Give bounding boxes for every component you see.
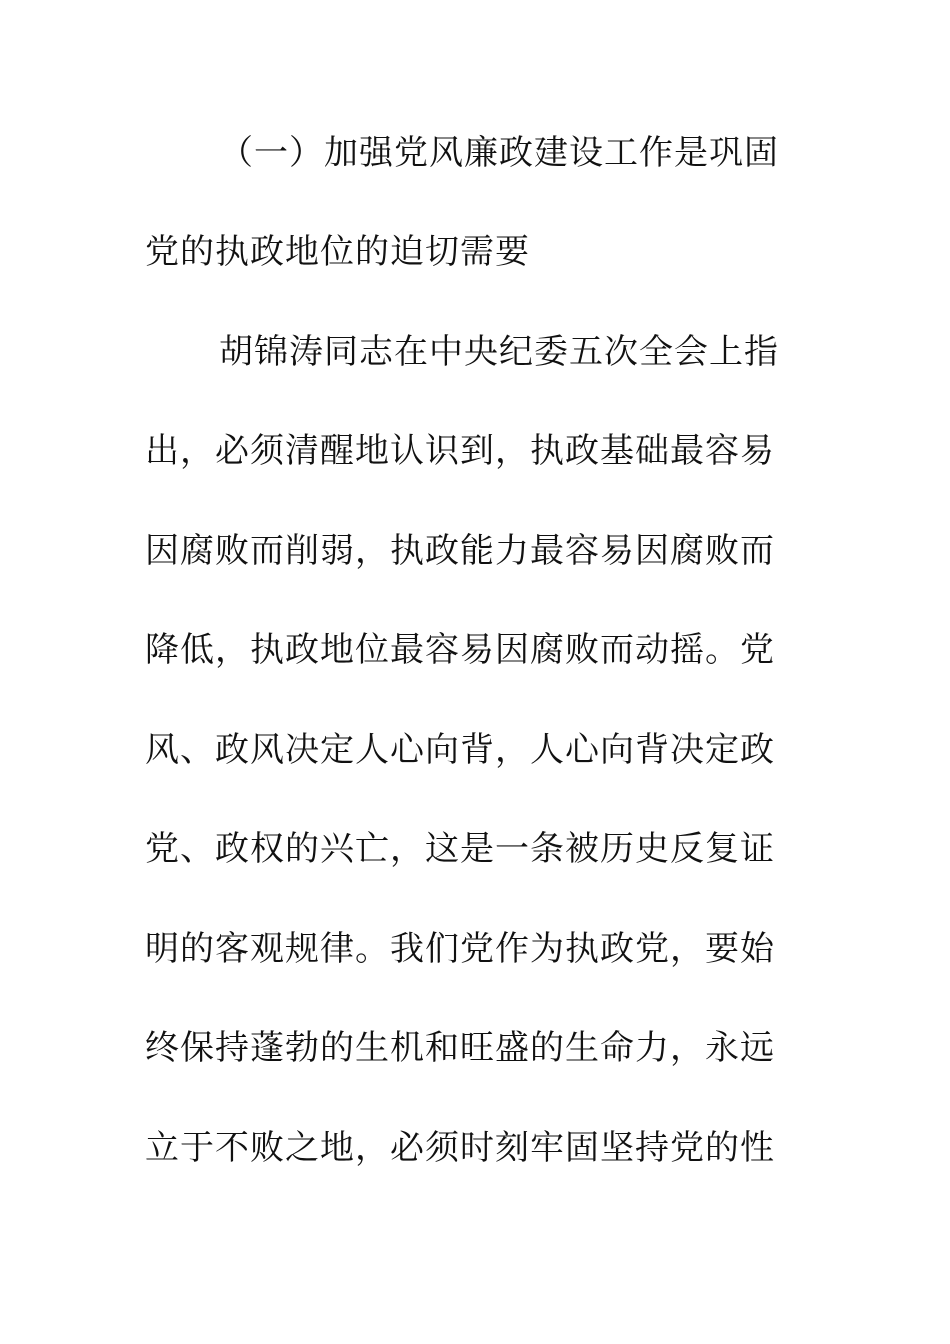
paragraph-line: 终保持蓬勃的生机和旺盛的生命力，永远 bbox=[145, 1028, 775, 1068]
heading-line-1: （一）加强党风廉政建设工作是巩固 bbox=[219, 133, 779, 173]
paragraph-line: 出，必须清醒地认识到，执政基础最容易 bbox=[145, 431, 775, 471]
paragraph-line: 风、政风决定人心向背，人心向背决定政 bbox=[145, 730, 775, 770]
heading-line-2: 党的执政地位的迫切需要 bbox=[145, 232, 530, 272]
paragraph-line: 明的客观规律。我们党作为执政党，要始 bbox=[145, 929, 775, 969]
paragraph-line: 因腐败而削弱，执政能力最容易因腐败而 bbox=[145, 531, 775, 571]
paragraph-line: 党、政权的兴亡，这是一条被历史反复证 bbox=[145, 829, 775, 869]
paragraph-line: 胡锦涛同志在中央纪委五次全会上指 bbox=[219, 332, 779, 372]
paragraph-line: 降低，执政地位最容易因腐败而动摇。党 bbox=[145, 630, 775, 670]
paragraph-line: 立于不败之地，必须时刻牢固坚持党的性 bbox=[145, 1128, 775, 1168]
